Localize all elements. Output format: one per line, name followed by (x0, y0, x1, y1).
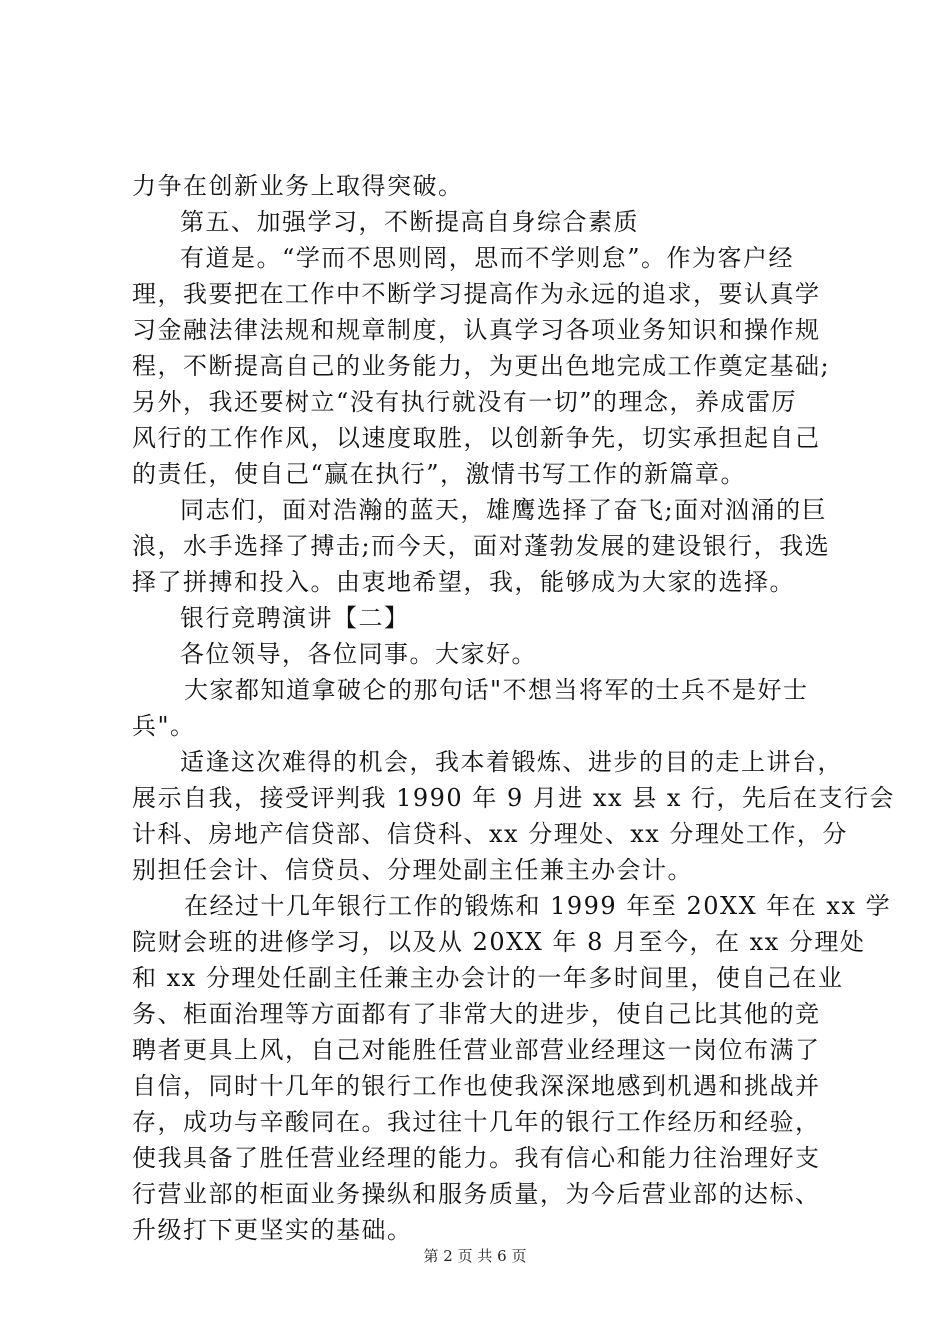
text-line: 有道是。“学而不思则罔，思而不学则怠”。作为客户经 (180, 244, 795, 272)
text-line: 程，不断提高自己的业务能力，为更出色地完成工作奠定基础; (132, 352, 831, 380)
text-line: 大家都知道拿破仑的那句话"不想当将军的士兵不是好士 (184, 676, 809, 704)
text-line: 自信，同时十几年的银行工作也使我深深地感到机遇和挑战并 (132, 1072, 821, 1100)
text-line: 择了拼搏和投入。由衷地希望，我，能够成为大家的选择。 (132, 568, 795, 596)
text-line: 力争在创新业务上取得突破。 (132, 172, 464, 200)
text-line: 浪，水手选择了搏击;而今天，面对蓬勃发展的建设银行，我选 (132, 532, 831, 560)
text-line: 在经过十几年银行工作的锻炼和 1999 年至 20XX 年在 xx 学 (184, 892, 892, 920)
text-line: 别担任会计、信贷员、分理处副主任兼主办会计。 (132, 856, 693, 884)
text-line: 另外，我还要树立“没有执行就没有一切”的理念，养成雷厉 (132, 388, 798, 416)
text-line: 升级打下更坚实的基础。 (132, 1216, 413, 1244)
section-heading: 银行竞聘演讲【二】 (180, 604, 410, 632)
text-line: 同志们，面对浩瀚的蓝天，雄鹰选择了奋飞;面对汹涌的巨 (180, 496, 828, 524)
text-line: 的责任，使自己“赢在执行”，激情书写工作的新篇章。 (132, 460, 747, 488)
text-line: 使我具备了胜任营业经理的能力。我有信心和能力往治理好支 (132, 1144, 821, 1172)
text-line: 聘者更具上风，自己对能胜任营业部营业经理这一岗位布满了 (132, 1036, 821, 1064)
text-line: 和 xx 分理处任副主任兼主办会计的一年多时间里，使自己在业 (132, 964, 844, 992)
text-line: 风行的工作作风，以速度取胜，以创新争先，切实承担起自己 (132, 424, 821, 452)
text-line: 院财会班的进修学习，以及从 20XX 年 8 月至今，在 xx 分理处 (132, 928, 866, 956)
greeting-line: 各位领导，各位同事。大家好。 (180, 640, 537, 668)
text-line: 存，成功与辛酸同在。我过往十几年的银行工作经历和经验， (132, 1108, 821, 1136)
section-heading: 第五、加强学习，不断提高自身综合素质 (180, 208, 639, 236)
text-line: 适逢这次难得的机会，我本着锻炼、进步的目的走上讲台， (180, 748, 843, 776)
text-line: 展示自我，接受评判我 1990 年 9 月进 xx 县 x 行，先后在支行会 (132, 784, 895, 812)
text-line: 计科、房地产信贷部、信贷科、xx 分理处、xx 分理处工作，分 (132, 820, 848, 848)
page-number: 第 2 页 共 6 页 (423, 1247, 527, 1265)
text-line: 习金融法律法规和规章制度，认真学习各项业务知识和操作规 (132, 316, 821, 344)
text-line: 兵"。 (132, 712, 196, 740)
text-line: 行营业部的柜面业务操纵和服务质量，为今后营业部的达标、 (132, 1180, 821, 1208)
text-line: 务、柜面治理等方面都有了非常大的进步，使自己比其他的竞 (132, 1000, 821, 1028)
text-line: 理，我要把在工作中不断学习提高作为永远的追求，要认真学 (132, 280, 821, 308)
